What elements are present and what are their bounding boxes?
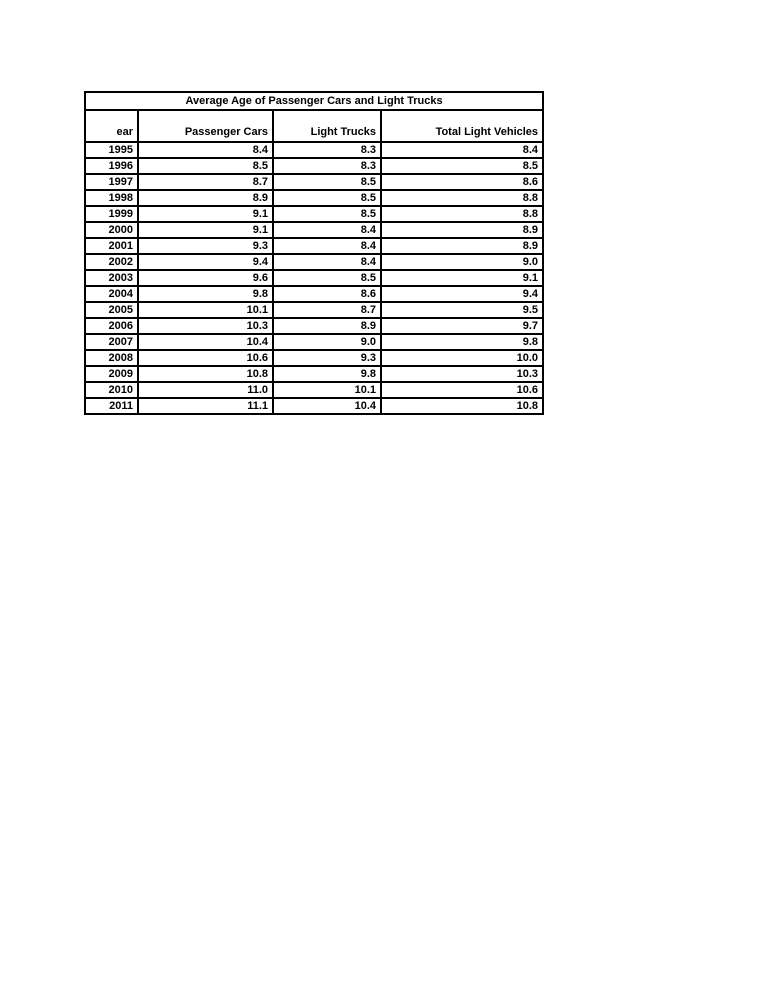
value-cell: 8.4 <box>273 222 381 238</box>
value-cell: 9.1 <box>381 270 543 286</box>
value-cell: 8.7 <box>138 174 273 190</box>
value-cell: 8.4 <box>273 254 381 270</box>
year-cell: 2001 <box>85 238 138 254</box>
column-header: Light Trucks <box>273 110 381 142</box>
year-cell: 2002 <box>85 254 138 270</box>
value-cell: 9.4 <box>138 254 273 270</box>
table-body <box>85 142 543 414</box>
value-cell: 8.5 <box>273 174 381 190</box>
value-cell: 8.8 <box>381 206 543 222</box>
value-cell: 8.9 <box>381 238 543 254</box>
value-cell: 9.8 <box>138 286 273 302</box>
table-row <box>85 318 543 334</box>
value-cell: 9.1 <box>138 222 273 238</box>
value-cell: 8.5 <box>381 158 543 174</box>
table-header-row <box>85 110 543 142</box>
table-row <box>85 334 543 350</box>
value-cell: 8.3 <box>273 158 381 174</box>
value-cell: 10.4 <box>273 398 381 414</box>
value-cell: 10.1 <box>138 302 273 318</box>
value-cell: 9.0 <box>381 254 543 270</box>
value-cell: 8.4 <box>273 238 381 254</box>
table-row <box>85 254 543 270</box>
value-cell: 8.4 <box>381 142 543 158</box>
value-cell: 8.6 <box>273 286 381 302</box>
value-cell: 8.9 <box>138 190 273 206</box>
column-header: ear <box>85 110 138 142</box>
year-cell: 2007 <box>85 334 138 350</box>
value-cell: 8.8 <box>381 190 543 206</box>
value-cell: 8.5 <box>273 206 381 222</box>
year-cell: 1995 <box>85 142 138 158</box>
value-cell: 8.6 <box>381 174 543 190</box>
table-row <box>85 270 543 286</box>
year-cell: 2010 <box>85 382 138 398</box>
year-cell: 1996 <box>85 158 138 174</box>
year-cell: 2000 <box>85 222 138 238</box>
year-cell: 2003 <box>85 270 138 286</box>
table-row <box>85 382 543 398</box>
table-row <box>85 286 543 302</box>
value-cell: 10.6 <box>138 350 273 366</box>
column-header: Passenger Cars <box>138 110 273 142</box>
value-cell: 9.0 <box>273 334 381 350</box>
year-cell: 1998 <box>85 190 138 206</box>
table-title-row <box>85 92 543 110</box>
value-cell: 10.4 <box>138 334 273 350</box>
value-cell: 10.6 <box>381 382 543 398</box>
value-cell: 11.1 <box>138 398 273 414</box>
value-cell: 8.9 <box>381 222 543 238</box>
year-cell: 2004 <box>85 286 138 302</box>
average-age-table <box>84 91 544 415</box>
value-cell: 10.3 <box>381 366 543 382</box>
value-cell: 10.3 <box>138 318 273 334</box>
value-cell: 9.8 <box>273 366 381 382</box>
table-row <box>85 206 543 222</box>
year-cell: 2009 <box>85 366 138 382</box>
value-cell: 11.0 <box>138 382 273 398</box>
value-cell: 9.5 <box>381 302 543 318</box>
value-cell: 8.5 <box>273 190 381 206</box>
table-row <box>85 142 543 158</box>
value-cell: 8.4 <box>138 142 273 158</box>
value-cell: 9.1 <box>138 206 273 222</box>
table-row <box>85 174 543 190</box>
value-cell: 10.0 <box>381 350 543 366</box>
value-cell: 9.6 <box>138 270 273 286</box>
table-row <box>85 398 543 414</box>
year-cell: 2011 <box>85 398 138 414</box>
value-cell: 10.8 <box>381 398 543 414</box>
year-cell: 2008 <box>85 350 138 366</box>
value-cell: 10.1 <box>273 382 381 398</box>
table-row <box>85 222 543 238</box>
year-cell: 1997 <box>85 174 138 190</box>
table-row <box>85 158 543 174</box>
value-cell: 8.5 <box>138 158 273 174</box>
table-row <box>85 350 543 366</box>
value-cell: 9.3 <box>273 350 381 366</box>
value-cell: 8.9 <box>273 318 381 334</box>
value-cell: 9.8 <box>381 334 543 350</box>
value-cell: 8.5 <box>273 270 381 286</box>
table-row <box>85 190 543 206</box>
year-cell: 1999 <box>85 206 138 222</box>
column-header: Total Light Vehicles <box>381 110 543 142</box>
value-cell: 9.7 <box>381 318 543 334</box>
value-cell: 9.4 <box>381 286 543 302</box>
table-title: Average Age of Passenger Cars and Light Trucks <box>85 92 543 110</box>
table-row <box>85 366 543 382</box>
year-cell: 2005 <box>85 302 138 318</box>
year-cell: 2006 <box>85 318 138 334</box>
table-row <box>85 302 543 318</box>
value-cell: 10.8 <box>138 366 273 382</box>
table-row <box>85 238 543 254</box>
value-cell: 9.3 <box>138 238 273 254</box>
value-cell: 8.7 <box>273 302 381 318</box>
value-cell: 8.3 <box>273 142 381 158</box>
